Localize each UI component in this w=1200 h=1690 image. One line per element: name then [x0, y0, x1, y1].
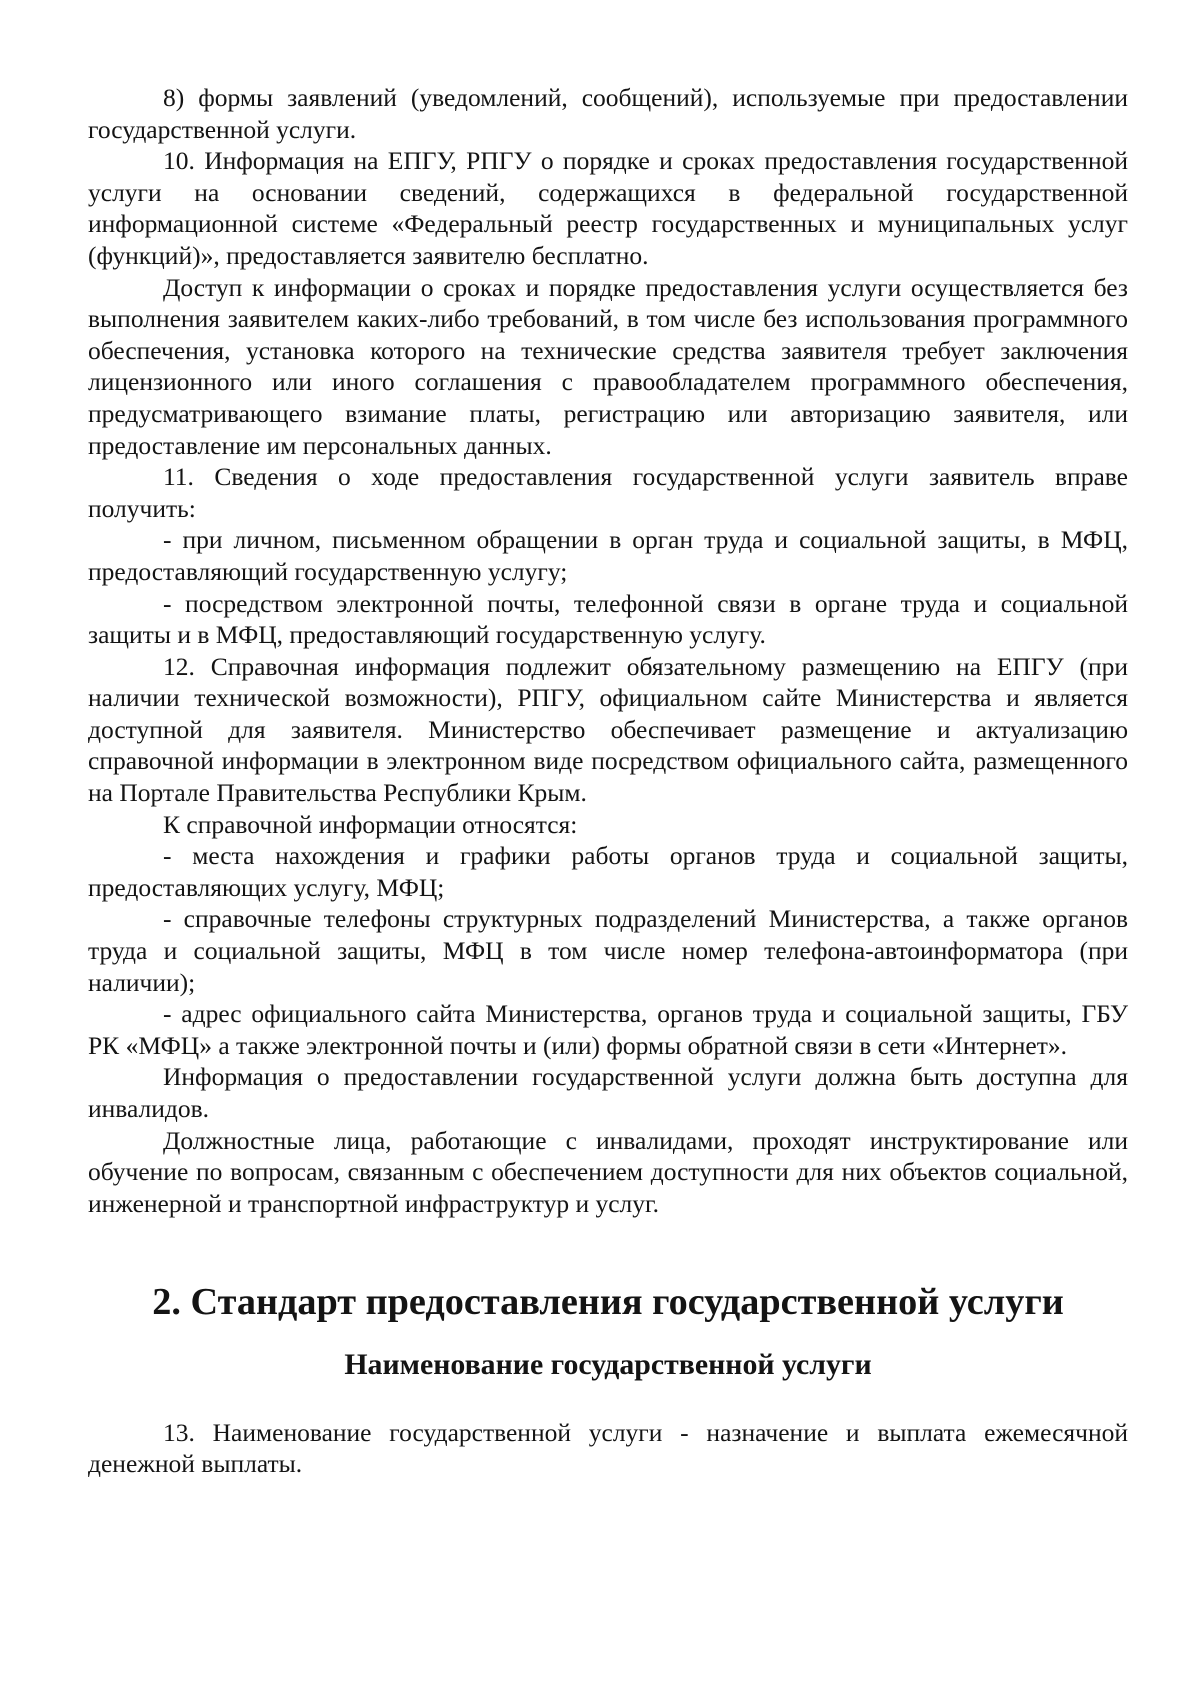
paragraph-access-info: Доступ к информации о сроках и порядке предоставления услуги осуществляется без выполнения заявителем каких-либо требований, в том числе без использования программного обеспечения, установка которого на технические средства заявителя требует заключения лицензионного или иного соглашения с правообладателем программного обеспечения, предусматривающего взимание платы, регистрацию или авторизацию заявителя, или предоставление им персональных данных. — [88, 272, 1128, 460]
paragraph-11-progress-info: 11. Сведения о ходе предоставления государственной услуги заявитель вправе получить: — [88, 462, 1128, 523]
list-item-email-phone: - посредством электронной почты, телефонной связи в органе труда и социальной защиты и в МФЦ, предоставляющий государственную услугу. — [88, 588, 1128, 650]
subsection-heading: Наименование государственной услуги — [344, 1347, 872, 1381]
paragraph-reference-info-includes: К справочной информации относятся: — [163, 809, 578, 839]
paragraph-item-8-forms: 8) формы заявлений (уведомлений, сообщений), используемые при предоставлении государственной услуги. — [88, 83, 1128, 144]
list-item-personal-request: - при личном, письменном обращении в орган труда и социальной защиты, в МФЦ, предоставляющий государственную услугу; — [88, 525, 1128, 586]
list-item-reference-phones: - справочные телефоны структурных подразделений Министерства, а также органов труда и социальной защиты, МФЦ в том числе номер телефона-автоинформатора (при наличии); — [88, 904, 1128, 997]
paragraph-accessibility-disabled: Информация о предоставлении государственной услуги должна быть доступна для инвалидов. — [88, 1062, 1128, 1123]
paragraph-10-info-free: 10. Информация на ЕПГУ, РПГУ о порядке и сроках предоставления государственной услуги на основании сведений, содержащихся в федеральной государственной информационной системе «Федеральный реестр государственных и муниципальных услуг (функций)», предоставляется заявителю бесплатно. — [88, 146, 1128, 270]
paragraph-12-reference-info: 12. Справочная информация подлежит обязательному размещению на ЕПГУ (при наличии технической возможности), РПГУ, официальном сайте Министерства и является доступной для заявителя. Министерство обеспечивает размещение и актуализацию справочной информации в электронном виде посредством официального сайта, размещенного на Портале Правительства Республики Крым. — [88, 651, 1128, 808]
paragraph-officials-training: Должностные лица, работающие с инвалидами, проходят инструктирование или обучение по вопросам, связанным с обеспечением доступности для них объектов социальной, инженерной и транспортной инфраструктур и услуг. — [88, 1125, 1128, 1218]
list-item-locations-schedules: - места нахождения и графики работы органов труда и социальной защиты, предоставляющих услугу, МФЦ; — [88, 841, 1128, 902]
section-heading: 2. Стандарт предоставления государственной услуги — [152, 1281, 1064, 1324]
paragraph-13-service-name: 13. Наименование государственной услуги - назначение и выплата ежемесячной денежной выплаты. — [88, 1417, 1128, 1479]
document-page — [88, 82, 1128, 1480]
list-item-website-address: - адрес официального сайта Министерства, органов труда и социальной защиты, ГБУ РК «МФЦ» а также электронной почты и (или) формы обратной связи в сети «Интернет». — [88, 999, 1128, 1060]
